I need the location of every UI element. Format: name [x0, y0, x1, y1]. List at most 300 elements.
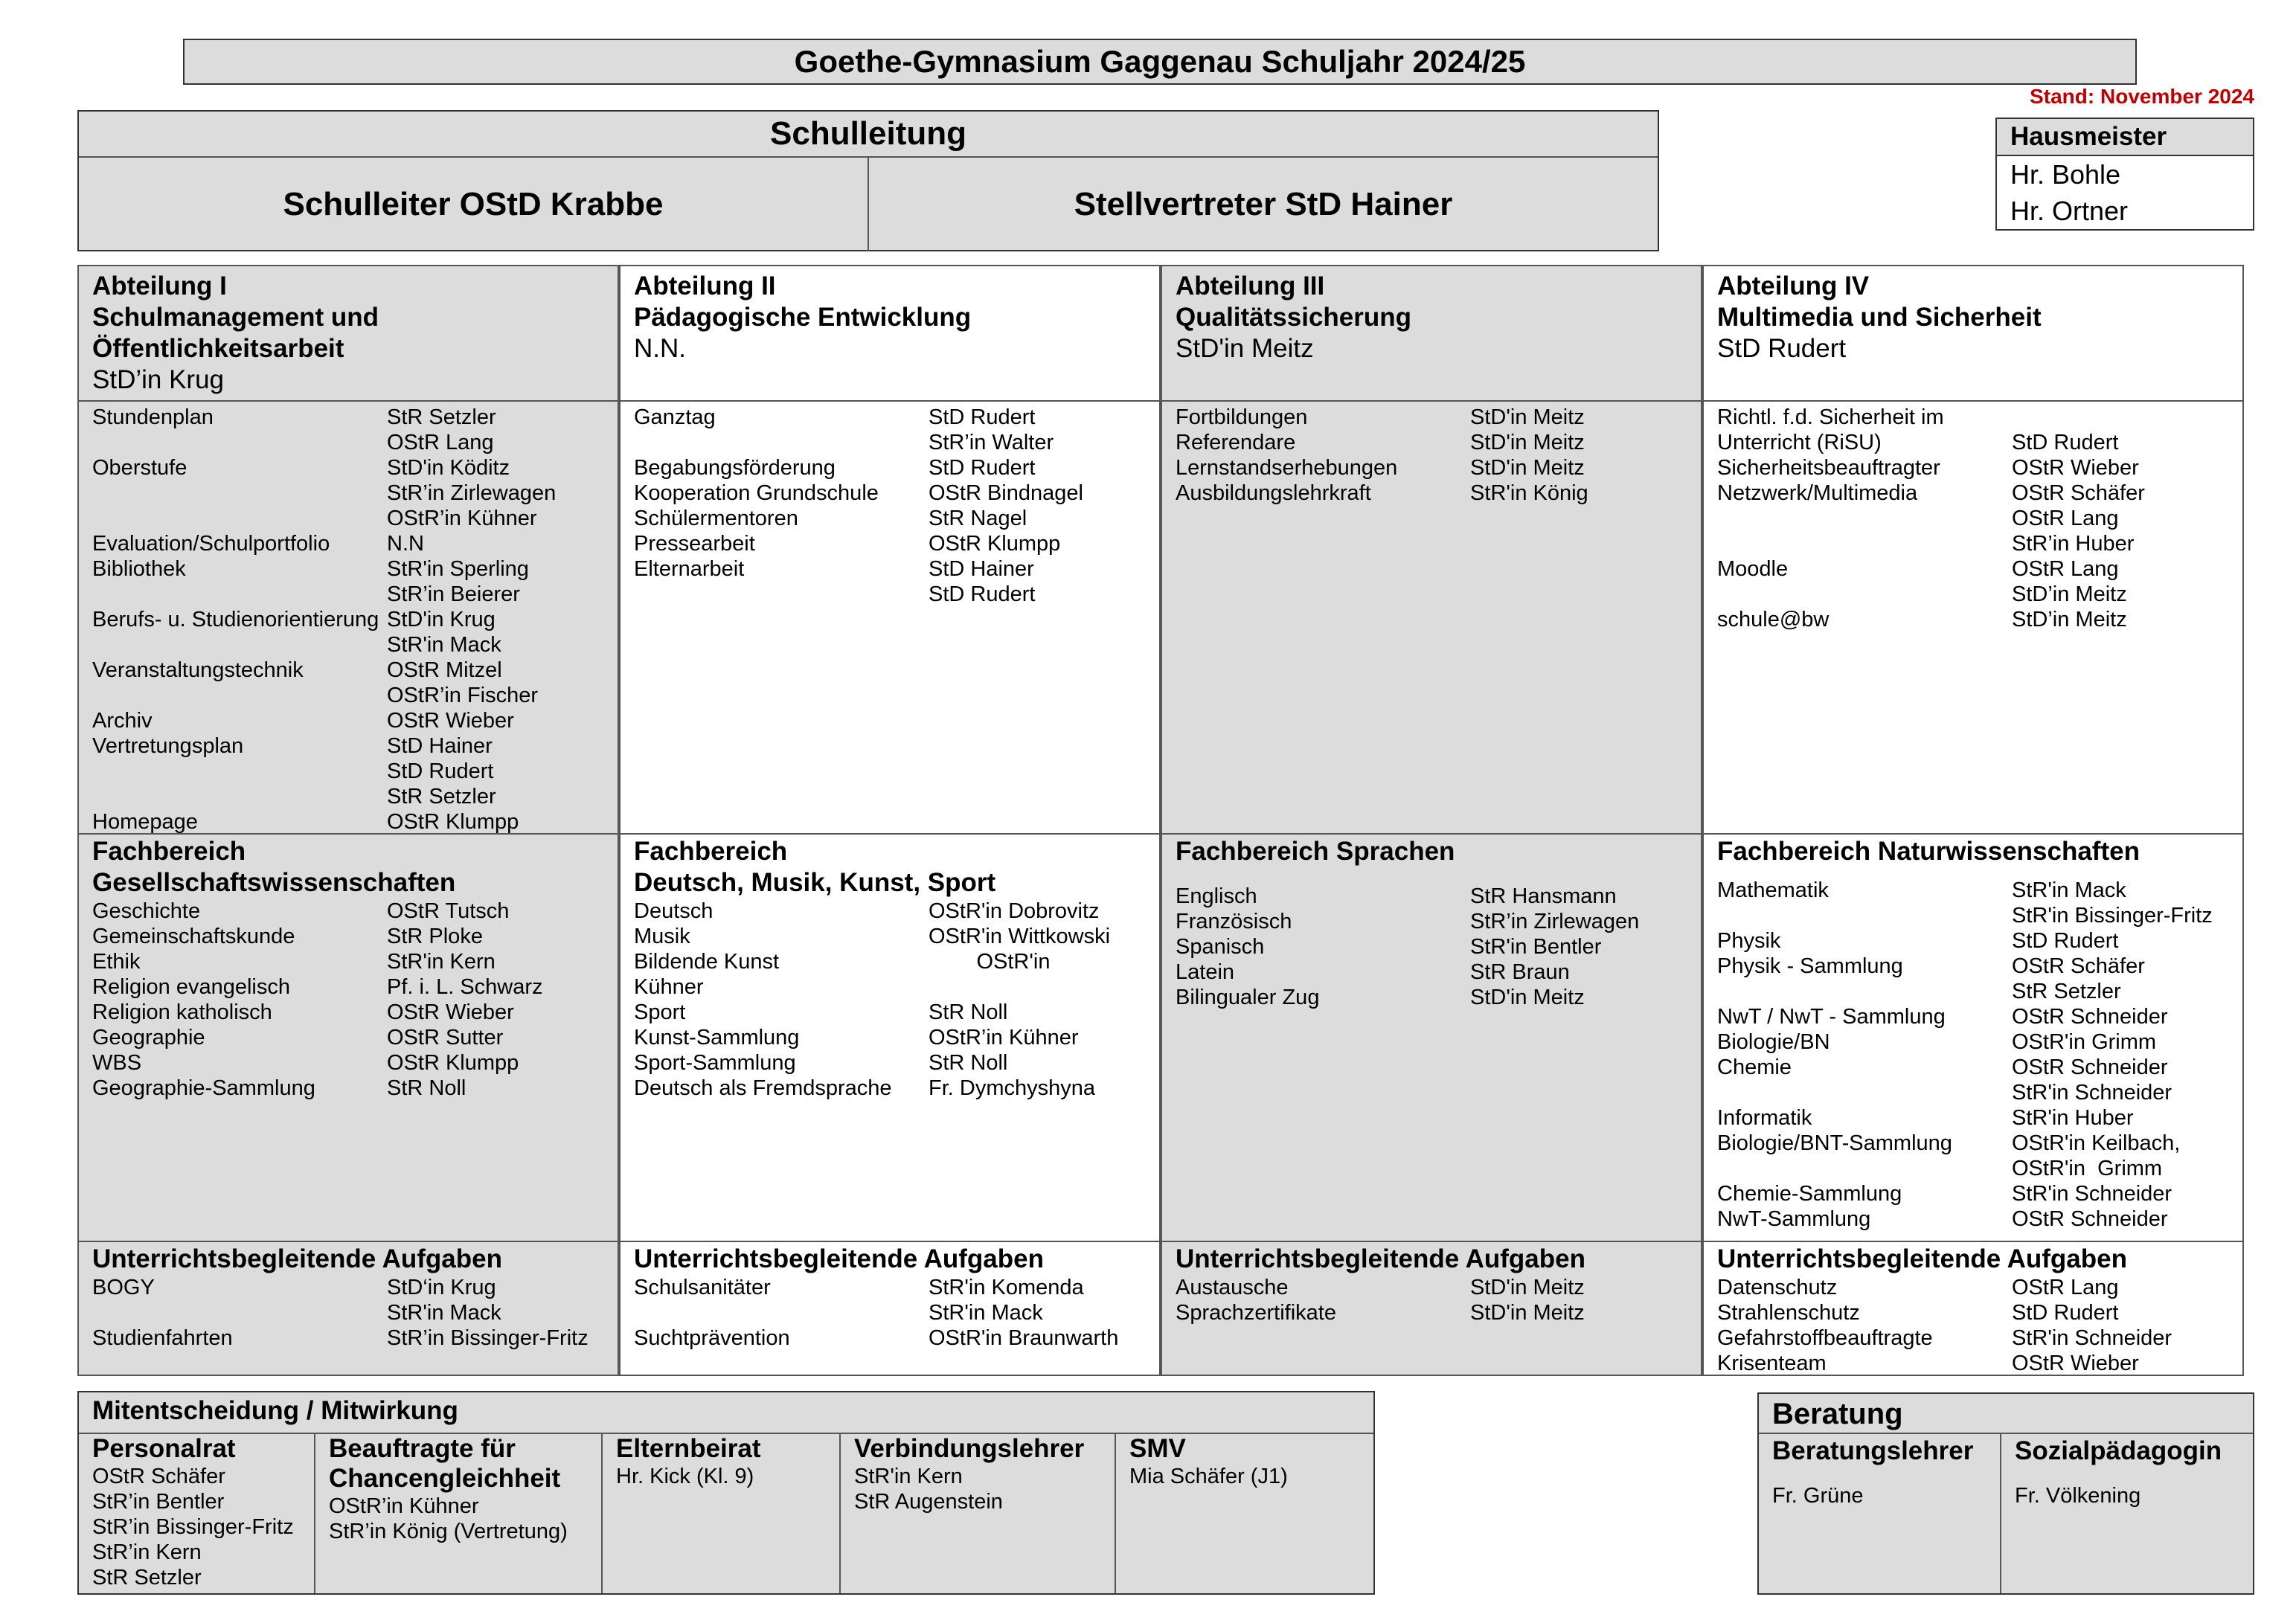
task-name: Sport	[634, 1000, 686, 1024]
task-name: Kühner	[634, 975, 704, 999]
mitwirkung-box	[77, 1391, 1375, 1595]
task-person: StD'in Meitz	[1470, 431, 1585, 454]
task-person: StR'in Mack	[2012, 878, 2126, 902]
unterricht-aufgaben-2	[619, 1241, 1161, 1376]
task-row	[92, 733, 604, 759]
task-name: Oberstufe	[92, 456, 187, 480]
column-title: Verbindungslehrer	[854, 1434, 1085, 1463]
unterricht-tasks	[1162, 1275, 1701, 1328]
task-name: Mathematik	[1717, 878, 1829, 902]
task-person: StD'in Meitz	[1470, 405, 1585, 429]
department-grid	[77, 265, 2244, 1376]
task-person: StR'in Bentler	[1470, 935, 1602, 959]
task-row	[92, 582, 604, 607]
hausmeister-name: Hr. Ortner	[2010, 196, 2129, 226]
abteilung-head: StD Rudert	[1717, 334, 1847, 363]
task-row	[92, 708, 604, 733]
task-row	[1717, 607, 2229, 632]
task-name: Pressearbeit	[634, 532, 755, 556]
member-name: OStR’in Kühner	[329, 1494, 479, 1518]
task-row	[1717, 1131, 2229, 1156]
member-name: StR’in König (Vertretung)	[329, 1520, 568, 1543]
task-row	[92, 556, 604, 582]
abteilung-4-tasks	[1702, 400, 2244, 835]
task-person: StR’in Zirlewagen	[387, 481, 557, 505]
task-row	[92, 658, 604, 683]
task-person: OStR Schneider	[2012, 1005, 2168, 1029]
task-person: OStR Klumpp	[387, 810, 519, 834]
task-name: Sport-Sammlung	[634, 1051, 796, 1075]
task-person: StR'in Kern	[387, 950, 496, 974]
task-row	[92, 506, 604, 531]
task-person: StR’in Huber	[2012, 532, 2135, 556]
task-name: Evaluation/Schulportfolio	[92, 532, 330, 556]
task-name: Fortbildungen	[1176, 405, 1308, 429]
task-row	[1176, 481, 1687, 506]
task-person: StR'in Schneider	[2012, 1081, 2172, 1105]
unterricht-tasks	[621, 1275, 1159, 1354]
task-person: StR’in Zirlewagen	[1470, 910, 1640, 933]
abteilung-title: Abteilung II	[634, 271, 776, 301]
task-person: Pf. i. L. Schwarz	[387, 975, 543, 999]
task-name: Elternarbeit	[634, 557, 745, 581]
fachbereich-deutsch-musik	[619, 833, 1161, 1242]
task-person: StR'in Bissinger-Fritz	[2012, 904, 2213, 928]
task-person: OStR Klumpp	[929, 532, 1061, 556]
task-person: StR Hansmann	[1470, 884, 1617, 908]
task-person: StR Noll	[929, 1000, 1008, 1024]
task-row	[92, 809, 604, 835]
task-name: Strahlenschutz	[1717, 1301, 1860, 1325]
task-row	[1717, 903, 2229, 928]
abteilung-4-header	[1702, 265, 2244, 402]
task-name: Physik - Sammlung	[1717, 954, 1903, 978]
task-name	[1717, 903, 2012, 928]
task-name: Sprachzertifikate	[1176, 1301, 1336, 1325]
task-person: StD Hainer	[387, 734, 493, 758]
task-row	[634, 1300, 1146, 1325]
task-row	[634, 1050, 1146, 1076]
task-row	[1176, 884, 1687, 909]
task-name: Richtl. f.d. Sicherheit im	[1717, 405, 1944, 429]
task-name	[92, 1300, 387, 1325]
task-row	[92, 1275, 604, 1300]
task-row	[1717, 1055, 2229, 1080]
task-person: StD Rudert	[929, 456, 1036, 480]
member-name: Mia Schäfer (J1)	[1129, 1465, 1288, 1488]
unterricht-title: Unterrichtsbegleitende Aufgaben	[1176, 1244, 1585, 1273]
fachbereich-tasks	[1704, 867, 2242, 1235]
task-row	[1717, 1004, 2229, 1029]
task-row	[634, 1275, 1146, 1300]
task-row	[634, 1000, 1146, 1025]
task-person: OStR Schäfer	[2012, 481, 2145, 505]
task-row	[634, 899, 1146, 924]
task-person: StD’in Meitz	[2012, 582, 2127, 606]
unterricht-tasks	[79, 1275, 618, 1354]
task-row	[92, 1000, 604, 1025]
stellvertreter: Stellvertreter StD Hainer	[1074, 186, 1453, 222]
task-person: OStR'in Braunwarth	[929, 1326, 1119, 1350]
unterricht-title: Unterrichtsbegleitende Aufgaben	[92, 1244, 502, 1273]
task-person: StR Setzler	[387, 785, 496, 809]
task-person: OStR Sutter	[387, 1026, 504, 1050]
task-name	[1717, 1156, 2012, 1181]
task-person: OStR Mitzel	[387, 658, 502, 682]
chancengleichheit-column	[315, 1433, 603, 1593]
task-name: Krisenteam	[1717, 1352, 1827, 1375]
task-row	[92, 1325, 604, 1351]
task-row	[1176, 1300, 1687, 1325]
task-person: Fr. Dymchyshyna	[929, 1076, 1095, 1100]
task-person: OStR Bindnagel	[929, 481, 1083, 505]
task-row	[92, 974, 604, 1000]
task-row	[92, 784, 604, 809]
task-name: Vertretungsplan	[92, 734, 244, 758]
task-row	[634, 1325, 1146, 1351]
fachbereich-title: Fachbereich	[634, 837, 788, 866]
hausmeister-name: Hr. Bohle	[2010, 159, 2121, 190]
task-row	[634, 974, 1146, 1000]
personalrat-column	[79, 1433, 315, 1593]
task-name: Spanisch	[1176, 935, 1265, 959]
task-person: StD Rudert	[387, 759, 494, 783]
task-row	[1176, 934, 1687, 960]
abteilung-title: Abteilung III	[1176, 271, 1325, 301]
task-person: StR'in König	[1470, 481, 1588, 505]
task-row	[92, 607, 604, 632]
task-person: OStR Lang	[2012, 1276, 2119, 1299]
task-row	[92, 899, 604, 924]
member-name: StR'in Kern	[854, 1465, 963, 1488]
task-row	[1717, 979, 2229, 1004]
column-title: Beratungslehrer	[1772, 1436, 1974, 1465]
task-row	[1176, 909, 1687, 934]
task-name: Musik	[634, 925, 690, 948]
task-person: StD'in Meitz	[1470, 986, 1585, 1009]
abteilung-title: Abteilung IV	[1717, 271, 1870, 301]
task-row	[1717, 481, 2229, 506]
task-person: StR’in Beierer	[387, 582, 520, 606]
task-name: Deutsch als Fremdsprache	[634, 1076, 892, 1100]
task-name	[92, 759, 387, 784]
task-row	[634, 949, 1146, 974]
abteilung-title: Qualitätssicherung	[1176, 303, 1412, 332]
task-name: Bibliothek	[92, 557, 186, 581]
hausmeister-box	[1995, 118, 2254, 231]
task-person: StD'in Köditz	[387, 456, 510, 480]
abteilung-title: Abteilung I	[92, 271, 227, 301]
task-name: Deutsch	[634, 899, 714, 923]
task-person: StD Rudert	[2012, 929, 2119, 953]
task-person: OStR’in Kühner	[929, 1026, 1079, 1050]
task-name: Archiv	[92, 709, 153, 733]
task-row	[1717, 1206, 2229, 1232]
task-name: Kooperation Grundschule	[634, 481, 879, 505]
task-person: N.N	[387, 532, 424, 556]
task-row	[1717, 506, 2229, 531]
abteilung-3-header	[1161, 265, 1702, 402]
task-name: Gemeinschaftskunde	[92, 925, 295, 948]
task-row	[92, 1300, 604, 1325]
task-name: Französisch	[1176, 910, 1292, 933]
schulleitung-box	[77, 110, 1659, 251]
task-person: StR'in Sperling	[387, 557, 529, 581]
abteilung-1-tasks	[77, 400, 619, 835]
task-person: OStR’in Fischer	[387, 684, 539, 707]
task-row	[1717, 1105, 2229, 1131]
fachbereich-tasks	[621, 899, 1159, 1104]
beratungslehrer-column	[1759, 1433, 2001, 1593]
task-name: Schülermentoren	[634, 507, 798, 530]
task-person: StD Rudert	[929, 582, 1036, 606]
task-person: StR'in Huber	[2012, 1106, 2134, 1130]
task-row	[1717, 582, 2229, 607]
fachbereich-sprachen	[1161, 833, 1702, 1242]
task-name: Stundenplan	[92, 405, 214, 429]
task-row	[92, 1076, 604, 1101]
task-person: StR'in Mack	[387, 1301, 501, 1325]
task-name	[92, 632, 387, 658]
task-name: NwT / NwT - Sammlung	[1717, 1005, 1946, 1029]
task-row	[1176, 455, 1687, 481]
task-person: StR'in Schneider	[2012, 1326, 2172, 1350]
task-person: OStR'in	[929, 950, 1051, 974]
task-person: OStR Tutsch	[387, 899, 510, 923]
task-name: Englisch	[1176, 884, 1257, 908]
task-person: OStR'in Keilbach,	[2012, 1131, 2181, 1155]
task-name: Geographie	[92, 1026, 205, 1050]
unterricht-title: Unterrichtsbegleitende Aufgaben	[634, 1244, 1044, 1273]
schulleiter: Schulleiter OStD Krabbe	[79, 158, 869, 251]
task-name	[634, 430, 929, 455]
task-person: OStR Lang	[2012, 557, 2119, 581]
task-person: StR'in Komenda	[929, 1276, 1084, 1299]
task-row	[1717, 878, 2229, 903]
abteilung-title: Öffentlichkeitsarbeit	[92, 334, 344, 363]
task-name	[1717, 1080, 2012, 1105]
fachbereich-title: Fachbereich	[92, 837, 246, 866]
abteilung-3-tasks	[1161, 400, 1702, 835]
column-title: Beauftragte für	[329, 1434, 516, 1463]
task-person: OStR'in Grimm	[2012, 1030, 2157, 1054]
task-row	[1717, 1300, 2229, 1325]
task-name	[1717, 979, 2012, 1004]
task-name: Austausche	[1176, 1276, 1289, 1299]
task-person: StD'in Meitz	[1470, 1276, 1585, 1299]
task-row	[634, 405, 1146, 430]
smv-column	[1116, 1433, 1373, 1593]
task-name: Sicherheitsbeauftragter	[1717, 456, 1940, 480]
abteilung-title: Pädagogische Entwicklung	[634, 303, 972, 332]
task-name	[634, 1300, 929, 1325]
task-person: OStR'in Dobrovitz	[929, 899, 1100, 923]
abteilung-head: StD’in Krug	[92, 365, 225, 394]
task-row	[1176, 960, 1687, 985]
fachbereich-title: Deutsch, Musik, Kunst, Sport	[634, 868, 996, 897]
task-person: StR’in Walter	[929, 431, 1054, 454]
fachbereich-tasks	[79, 899, 618, 1104]
task-row	[92, 481, 604, 506]
member-name: Fr. Völkening	[2015, 1484, 2141, 1508]
task-name: Ethik	[92, 950, 141, 974]
task-person: StR Noll	[387, 1076, 466, 1100]
sozialpaedagogin-column	[2001, 1433, 2253, 1593]
task-name	[92, 582, 387, 607]
task-name: Unterricht (RiSU)	[1717, 431, 1882, 454]
task-row	[1717, 556, 2229, 582]
task-person: OStR Wieber	[2012, 456, 2139, 480]
task-row	[634, 430, 1146, 455]
member-name: StR Setzler	[92, 1566, 202, 1590]
task-row	[1717, 531, 2229, 556]
task-name: Netzwerk/Multimedia	[1717, 481, 1918, 505]
task-row	[1717, 1029, 2229, 1055]
task-name: Geographie-Sammlung	[92, 1076, 315, 1100]
column-title: Elternbeirat	[616, 1434, 761, 1463]
task-person: StD Rudert	[2012, 1301, 2119, 1325]
task-row	[634, 924, 1146, 949]
task-person	[2012, 405, 2229, 430]
task-row	[634, 531, 1146, 556]
task-row	[92, 759, 604, 784]
stand-date: Stand: November 2024	[2030, 85, 2254, 108]
task-person: OStR Wieber	[387, 1000, 514, 1024]
task-person: StD'in Meitz	[1470, 456, 1585, 480]
task-name: Chemie	[1717, 1055, 1792, 1079]
task-name: Latein	[1176, 960, 1235, 984]
task-row	[634, 1025, 1146, 1050]
abteilung-2-tasks	[619, 400, 1161, 835]
task-name: Bilingualer Zug	[1176, 986, 1320, 1009]
task-row	[92, 683, 604, 708]
fachbereich-title: Fachbereich Naturwissenschaften	[1717, 837, 2140, 866]
task-row	[1176, 405, 1687, 430]
task-row	[1176, 430, 1687, 455]
task-person: OStR’in Kühner	[387, 507, 537, 530]
task-person: StR Braun	[1470, 960, 1570, 984]
task-name: Referendare	[1176, 431, 1296, 454]
task-person: OStR Schneider	[2012, 1207, 2168, 1231]
task-row	[634, 556, 1146, 582]
task-person: StR Nagel	[929, 507, 1027, 530]
task-name	[92, 506, 387, 531]
task-row	[1717, 430, 2229, 455]
task-person: OStR'in Wittkowski	[929, 925, 1111, 948]
task-name	[634, 582, 929, 607]
task-row	[1176, 985, 1687, 1010]
task-name: Studienfahrten	[92, 1326, 233, 1350]
task-person: StR'in Mack	[929, 1301, 1043, 1325]
task-person: OStR Schäfer	[2012, 954, 2145, 978]
task-name: Begabungsförderung	[634, 456, 836, 480]
task-person: OStR'in Grimm	[2012, 1157, 2163, 1180]
task-name: Religion katholisch	[92, 1000, 272, 1024]
task-name: Religion evangelisch	[92, 975, 290, 999]
member-name: StR’in Bentler	[92, 1490, 225, 1514]
hausmeister-header: Hausmeister	[1997, 119, 2253, 156]
task-row	[92, 405, 604, 430]
task-row	[634, 455, 1146, 481]
unterricht-aufgaben-1	[77, 1241, 619, 1376]
task-row	[1717, 1181, 2229, 1206]
unterricht-title: Unterrichtsbegleitende Aufgaben	[1717, 1244, 2127, 1273]
task-name: Datenschutz	[1717, 1276, 1838, 1299]
elternbeirat-column	[603, 1433, 841, 1593]
task-person: StD Rudert	[2012, 431, 2119, 454]
task-name: Suchtprävention	[634, 1326, 790, 1350]
abteilung-title: Multimedia und Sicherheit	[1717, 303, 2042, 332]
task-person: StD‘in Krug	[387, 1276, 496, 1299]
task-name: BOGY	[92, 1276, 155, 1299]
task-person: StD'in Krug	[387, 608, 496, 631]
beratung-box	[1757, 1392, 2254, 1595]
task-row	[1717, 1156, 2229, 1181]
task-row	[1717, 455, 2229, 481]
task-name: Informatik	[1717, 1106, 1812, 1130]
task-name	[92, 430, 387, 455]
task-name: Kunst-Sammlung	[634, 1026, 800, 1050]
fachbereich-naturwissenschaften	[1702, 833, 2244, 1242]
task-name: Berufs- u. Studienorientierung	[92, 608, 379, 631]
task-row	[634, 481, 1146, 506]
task-person: OStR Schneider	[2012, 1055, 2168, 1079]
task-name	[92, 683, 387, 708]
column-title: SMV	[1129, 1434, 1186, 1463]
member-name: StR’in Bissinger-Fritz	[92, 1515, 294, 1539]
task-row	[1717, 954, 2229, 979]
task-person: StD’in Meitz	[2012, 608, 2127, 631]
task-row	[92, 949, 604, 974]
task-person: OStR Klumpp	[387, 1051, 519, 1075]
task-person: StD'in Meitz	[1470, 1301, 1585, 1325]
fachbereich-title: Fachbereich Sprachen	[1176, 837, 1455, 866]
task-row	[92, 430, 604, 455]
task-name	[92, 784, 387, 809]
abteilung-head: N.N.	[634, 334, 686, 363]
task-row	[1176, 1275, 1687, 1300]
task-person: StR'in Mack	[387, 633, 501, 657]
beratung-header: Beratung	[1759, 1394, 2253, 1434]
member-name: OStR Schäfer	[92, 1465, 225, 1488]
task-person: StR'in Schneider	[2012, 1182, 2172, 1206]
task-name: NwT-Sammlung	[1717, 1207, 1871, 1231]
task-person: OStR Lang	[387, 431, 494, 454]
task-row	[92, 632, 604, 658]
abteilung-2-header	[619, 265, 1161, 402]
task-person: StR Ploke	[387, 925, 483, 948]
task-person: StR’in Bissinger-Fritz	[387, 1326, 589, 1350]
abteilung-1-header	[77, 265, 619, 402]
task-person: StR Noll	[929, 1051, 1008, 1075]
task-person: OStR Wieber	[387, 709, 514, 733]
task-name: WBS	[92, 1051, 142, 1075]
task-row	[634, 1076, 1146, 1101]
task-row	[1717, 1325, 2229, 1351]
task-name: Lernstandserhebungen	[1176, 456, 1398, 480]
column-title: Sozialpädagogin	[2015, 1436, 2222, 1465]
column-title: Chancengleichheit	[329, 1464, 561, 1493]
task-name: Schulsanitäter	[634, 1276, 771, 1299]
task-row	[1717, 1080, 2229, 1105]
schulleitung-header: Schulleitung	[79, 112, 1658, 158]
task-row	[634, 582, 1146, 607]
task-name: Moodle	[1717, 557, 1789, 581]
task-name: Homepage	[92, 810, 198, 834]
verbindungslehrer-column	[841, 1433, 1116, 1593]
task-row	[92, 455, 604, 481]
unterricht-aufgaben-4	[1702, 1241, 2244, 1376]
